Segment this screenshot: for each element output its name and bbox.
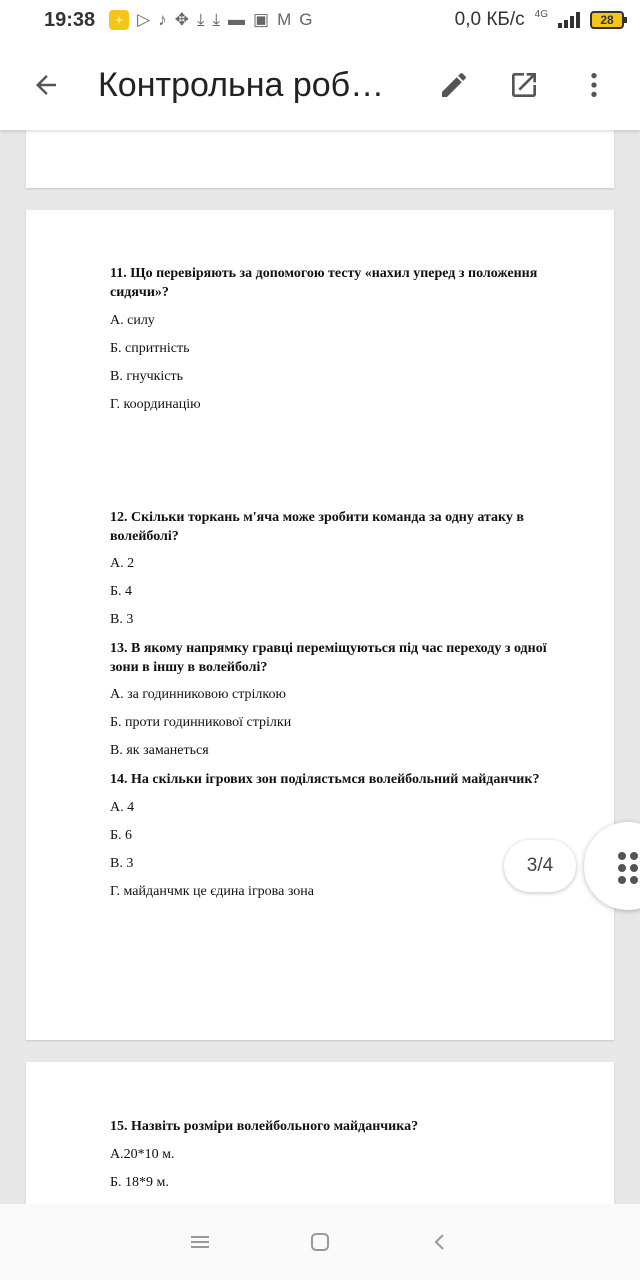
app-actions (428, 59, 620, 111)
status-icons (109, 10, 312, 30)
open-external-button[interactable] (498, 59, 550, 111)
home-square-icon (309, 1231, 331, 1253)
answer-option: Б. проти годинникової стрілки (110, 715, 292, 730)
net-type: 4G (534, 8, 548, 20)
battery-icon: 28 (590, 11, 624, 29)
status-right (455, 9, 624, 31)
answer-option: В. гнучкість (110, 369, 184, 384)
recent-apps-button[interactable] (180, 1222, 220, 1262)
more-options-button[interactable] (568, 59, 620, 111)
notification-badge-icon: + (109, 10, 129, 30)
document-page-next (26, 1062, 614, 1222)
question-text: 13. В якому напрямку гравці переміщуються під час переходу з одної зони в іншу в волейболі? (110, 641, 547, 675)
answer-option: А. 2 (110, 556, 135, 571)
net-speed: 0,0 КБ/с (454, 9, 525, 30)
document-page (26, 210, 614, 1040)
group-icon: ▣ (253, 10, 270, 29)
home-button[interactable] (300, 1222, 340, 1262)
download-icon: ⤓ (212, 10, 221, 29)
document-title: Контрольна роб… (98, 65, 385, 104)
question-text: 14. На скільки ігрових зон поділястьмся волейбольний майданчик? (110, 772, 540, 787)
answer-option: Г. координацію (110, 397, 201, 412)
back-arrow-icon (31, 70, 61, 100)
answer-option: Б. спритність (110, 341, 190, 356)
app-bar (0, 40, 640, 130)
document-page-previous (26, 130, 614, 188)
back-nav-button[interactable] (420, 1222, 460, 1262)
google-icon: G (299, 10, 313, 29)
status-time: 19:38 (44, 8, 96, 31)
back-button[interactable] (20, 59, 72, 111)
answer-option: А.20*10 м. (110, 1147, 175, 1162)
answer-option: В. як заманеться (110, 743, 209, 758)
answer-option: Б. 18*9 м. (110, 1175, 169, 1190)
answer-option: В. 3 (110, 856, 134, 871)
page-indicator: 3/4 (504, 840, 576, 892)
play-icon: ▷ (137, 10, 151, 29)
move-icon: ✥ (174, 10, 189, 29)
question-text: 12. Скільки торкань м'яча може зробити команда за одну атаку в волейболі? (110, 510, 524, 544)
answer-option: А. за годинниковою стрілкою (110, 687, 286, 702)
tiktok-icon: ♪ (158, 10, 167, 29)
menu-icon (189, 1231, 211, 1253)
laptop-icon: ▬ (228, 10, 246, 29)
back-chevron-icon (429, 1231, 451, 1253)
answer-option: В. 3 (110, 612, 134, 627)
signal-icon (558, 12, 580, 28)
question-text: 15. Назвіть розміри волейбольного майданчика? (110, 1119, 419, 1134)
answer-option: Б. 4 (110, 584, 133, 599)
edit-button[interactable] (428, 59, 480, 111)
edit-pencil-icon (438, 69, 470, 101)
answer-option: Г. майданчмк це єдина ігрова зона (110, 884, 314, 899)
answer-option: А. силу (110, 313, 155, 328)
download-icon: ⤓ (196, 10, 205, 29)
open-external-icon (508, 69, 540, 101)
system-nav-bar (0, 1204, 640, 1280)
status-bar (0, 0, 640, 40)
gmail-icon: M (277, 10, 292, 29)
question-text: 11. Що перевіряють за допомогою тесту «нахил уперед з положення сидячи»? (110, 266, 538, 300)
answer-option: Б. 6 (110, 828, 133, 843)
more-vertical-icon (578, 69, 610, 101)
answer-option: А. 4 (110, 800, 135, 815)
